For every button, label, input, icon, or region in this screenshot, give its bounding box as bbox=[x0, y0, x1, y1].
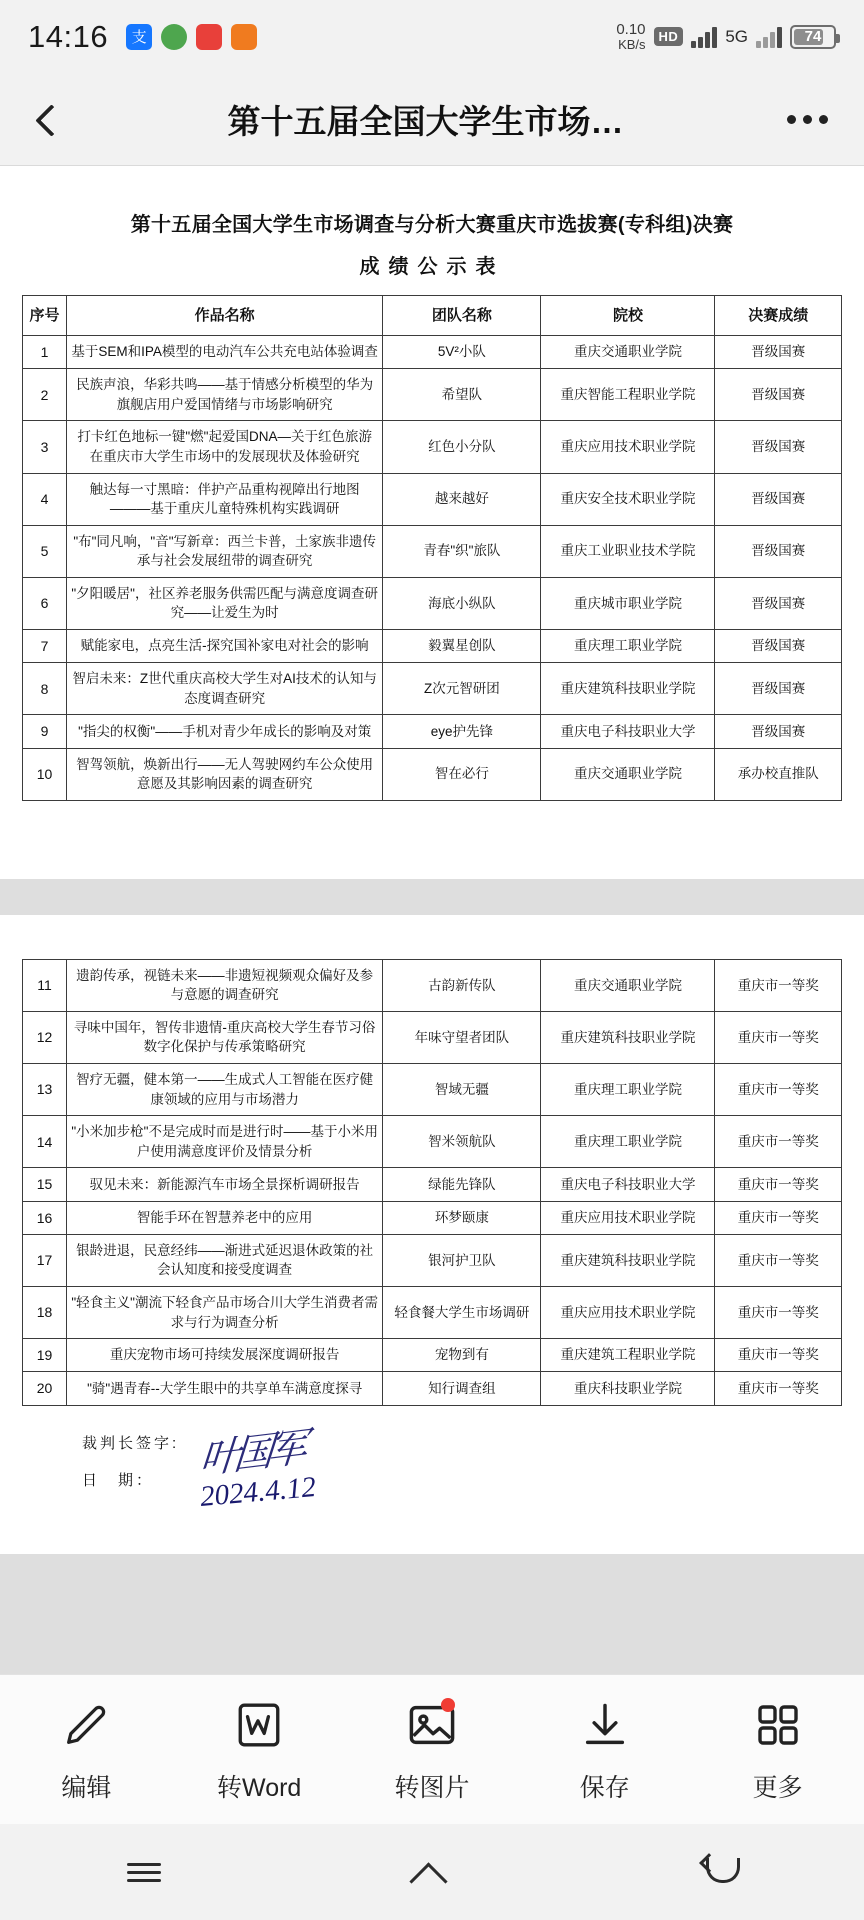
row-result: 晋级国赛 bbox=[715, 369, 842, 421]
handwritten-signature: 叶国军 bbox=[198, 1424, 304, 1483]
status-right-group bbox=[616, 22, 836, 51]
orange-app-icon bbox=[231, 24, 257, 50]
table-row bbox=[23, 1064, 842, 1116]
row-no: 16 bbox=[23, 1201, 67, 1234]
row-title: 基于SEM和IPA模型的电动汽车公共充电站体验调查 bbox=[67, 336, 383, 369]
row-no: 3 bbox=[23, 421, 67, 473]
row-school: 重庆理工职业学院 bbox=[541, 1064, 715, 1116]
row-title: 智疗无疆，健本第一——生成式人工智能在医疗健康领域的应用与市场潜力 bbox=[67, 1064, 383, 1116]
table-header-row bbox=[23, 296, 842, 336]
row-result: 晋级国赛 bbox=[715, 715, 842, 748]
row-no: 14 bbox=[23, 1116, 67, 1168]
row-school: 重庆交通职业学院 bbox=[541, 959, 715, 1011]
row-no: 7 bbox=[23, 629, 67, 662]
row-school: 重庆建筑科技职业学院 bbox=[541, 1234, 715, 1286]
row-no: 11 bbox=[23, 959, 67, 1011]
row-result: 承办校直推队 bbox=[715, 748, 842, 800]
row-result: 重庆市一等奖 bbox=[715, 1011, 842, 1063]
row-title: 驭见未来：新能源汽车市场全景探析调研报告 bbox=[67, 1168, 383, 1201]
edit-label: 编辑 bbox=[61, 1773, 112, 1802]
download-icon bbox=[576, 1696, 634, 1754]
table-row bbox=[23, 525, 842, 577]
row-no: 8 bbox=[23, 663, 67, 715]
row-title: 寻味中国年，智传非遗情-重庆高校大学生春节习俗数字化保护与传承策略研究 bbox=[67, 1011, 383, 1063]
table-row bbox=[23, 336, 842, 369]
home-button[interactable] bbox=[372, 1857, 492, 1887]
row-result: 晋级国赛 bbox=[715, 629, 842, 662]
network-speed bbox=[616, 22, 645, 51]
to-word-button[interactable] bbox=[184, 1696, 334, 1804]
row-school: 重庆应用技术职业学院 bbox=[541, 1286, 715, 1338]
status-clock: 14:16 bbox=[28, 19, 109, 54]
table-row bbox=[23, 715, 842, 748]
row-team: 绿能先锋队 bbox=[383, 1168, 541, 1201]
row-school: 重庆建筑科技职业学院 bbox=[541, 1011, 715, 1063]
table-row bbox=[23, 1168, 842, 1201]
image-icon bbox=[403, 1696, 461, 1754]
row-title: "布"同凡响，"音"写新章：西兰卡普，土家族非遗传承与社会发展纽带的调查研究 bbox=[67, 525, 383, 577]
results-table-page-1 bbox=[22, 295, 842, 801]
to-image-button[interactable] bbox=[357, 1696, 507, 1804]
row-result: 晋级国赛 bbox=[715, 473, 842, 525]
row-title: 民族声浪，华彩共鸣——基于情感分析模型的华为旗舰店用户爱国情绪与市场影响研究 bbox=[67, 369, 383, 421]
alipay-icon: 支 bbox=[126, 24, 152, 50]
row-school: 重庆科技职业学院 bbox=[541, 1372, 715, 1405]
table-row bbox=[23, 748, 842, 800]
network-speed-value: 0.10 bbox=[616, 21, 646, 39]
row-no: 10 bbox=[23, 748, 67, 800]
col-header-title: 作品名称 bbox=[67, 296, 383, 336]
row-result: 重庆市一等奖 bbox=[715, 1168, 842, 1201]
document-page-1 bbox=[0, 166, 864, 879]
table-row bbox=[23, 1116, 842, 1168]
row-school: 重庆交通职业学院 bbox=[541, 336, 715, 369]
more-tools-button[interactable] bbox=[703, 1696, 853, 1804]
table-row bbox=[23, 577, 842, 629]
row-team: 毅翼星创队 bbox=[383, 629, 541, 662]
table-row bbox=[23, 1339, 842, 1372]
row-team: 智米领航队 bbox=[383, 1116, 541, 1168]
row-title: 银龄进退，民意经纬——渐进式延迟退休政策的社会认知度和接受度调查 bbox=[67, 1234, 383, 1286]
row-result: 晋级国赛 bbox=[715, 336, 842, 369]
system-nav-bar bbox=[0, 1824, 864, 1920]
row-title: "夕阳暖居"，社区养老服务供需匹配与满意度调查研究——让爱生为时 bbox=[67, 577, 383, 629]
network-type-label: 5G bbox=[725, 26, 748, 46]
recents-button[interactable] bbox=[84, 1858, 204, 1887]
row-no: 12 bbox=[23, 1011, 67, 1063]
row-team: 环梦颐康 bbox=[383, 1201, 541, 1234]
row-school: 重庆交通职业学院 bbox=[541, 748, 715, 800]
row-school: 重庆应用技术职业学院 bbox=[541, 421, 715, 473]
hd-icon: HD bbox=[654, 27, 684, 46]
signal-bars-1-icon bbox=[691, 26, 717, 48]
row-result: 重庆市一等奖 bbox=[715, 959, 842, 1011]
table-row bbox=[23, 1286, 842, 1338]
signature-area bbox=[22, 1424, 842, 1544]
document-heading: 第十五届全国大学生市场调查与分析大赛重庆市选拔赛(专科组)决赛 bbox=[130, 214, 734, 236]
table-row bbox=[23, 1234, 842, 1286]
xiaohongshu-icon bbox=[196, 24, 222, 50]
document-viewer[interactable] bbox=[0, 166, 864, 1674]
table-row bbox=[23, 473, 842, 525]
row-result: 晋级国赛 bbox=[715, 421, 842, 473]
col-header-no: 序号 bbox=[23, 296, 67, 336]
row-title: 遗韵传承，视链未来——非遗短视频观众偏好及参与意愿的调查研究 bbox=[67, 959, 383, 1011]
row-no: 6 bbox=[23, 577, 67, 629]
table-row bbox=[23, 1372, 842, 1405]
row-team: 红色小分队 bbox=[383, 421, 541, 473]
row-team: 5V²小队 bbox=[383, 336, 541, 369]
row-no: 13 bbox=[23, 1064, 67, 1116]
document-subheading: 成绩公示表 bbox=[359, 256, 505, 278]
row-team: eye护先锋 bbox=[383, 715, 541, 748]
row-title: "小米加步枪"不是完成时而是进行时——基于小米用户使用满意度评价及情景分析 bbox=[67, 1116, 383, 1168]
network-speed-unit: KB/s bbox=[618, 37, 646, 53]
document-page-2 bbox=[0, 915, 864, 1554]
table-row bbox=[23, 1201, 842, 1234]
row-school: 重庆建筑工程职业学院 bbox=[541, 1339, 715, 1372]
table-row bbox=[23, 1011, 842, 1063]
row-result: 晋级国赛 bbox=[715, 663, 842, 715]
table-row bbox=[23, 629, 842, 662]
row-no: 4 bbox=[23, 473, 67, 525]
table-row bbox=[23, 421, 842, 473]
row-team: 知行调查组 bbox=[383, 1372, 541, 1405]
row-result: 重庆市一等奖 bbox=[715, 1201, 842, 1234]
home-icon bbox=[415, 1857, 449, 1887]
row-result: 重庆市一等奖 bbox=[715, 1339, 842, 1372]
back-arrow-icon[interactable] bbox=[30, 103, 64, 137]
back-icon bbox=[702, 1856, 738, 1888]
row-no: 5 bbox=[23, 525, 67, 577]
row-no: 15 bbox=[23, 1168, 67, 1201]
col-header-school: 院校 bbox=[541, 296, 715, 336]
row-no: 9 bbox=[23, 715, 67, 748]
row-school: 重庆智能工程职业学院 bbox=[541, 369, 715, 421]
row-no: 20 bbox=[23, 1372, 67, 1405]
row-team: 青春"织"旅队 bbox=[383, 525, 541, 577]
notification-badge bbox=[441, 1698, 455, 1712]
row-no: 18 bbox=[23, 1286, 67, 1338]
save-label: 保存 bbox=[579, 1773, 630, 1802]
table-row bbox=[23, 959, 842, 1011]
row-title: 智驾领航，焕新出行——无人驾驶网约车公众使用意愿及其影响因素的调查研究 bbox=[67, 748, 383, 800]
battery-percent: 74 bbox=[804, 28, 822, 46]
row-title: 重庆宠物市场可持续发展深度调研报告 bbox=[67, 1339, 383, 1372]
row-school: 重庆理工职业学院 bbox=[541, 629, 715, 662]
save-button[interactable] bbox=[530, 1696, 680, 1804]
row-team: 智域无疆 bbox=[383, 1064, 541, 1116]
bottom-toolbar bbox=[0, 1674, 864, 1824]
row-title: 触达每一寸黑暗：伴护产品重构视障出行地图———基于重庆儿童特殊机构实践调研 bbox=[67, 473, 383, 525]
signal-bars-2-icon bbox=[756, 26, 782, 48]
to-image-label: 转图片 bbox=[394, 1773, 470, 1802]
row-no: 17 bbox=[23, 1234, 67, 1286]
battery-icon bbox=[790, 25, 836, 49]
row-school: 重庆工业职业技术学院 bbox=[541, 525, 715, 577]
row-team: 希望队 bbox=[383, 369, 541, 421]
system-back-button[interactable] bbox=[660, 1856, 780, 1888]
row-team: 越来越好 bbox=[383, 473, 541, 525]
row-school: 重庆电子科技职业大学 bbox=[541, 1168, 715, 1201]
row-team: 海底小纵队 bbox=[383, 577, 541, 629]
row-school: 重庆电子科技职业大学 bbox=[541, 715, 715, 748]
grid-icon bbox=[749, 1696, 807, 1754]
pencil-icon bbox=[57, 1696, 115, 1754]
app-title-bar bbox=[0, 74, 864, 166]
wechat-icon bbox=[161, 24, 187, 50]
row-school: 重庆理工职业学院 bbox=[541, 1116, 715, 1168]
row-team: 智在必行 bbox=[383, 748, 541, 800]
row-title: "轻食主义"潮流下轻食产品市场合川大学生消费者需求与行为调查分析 bbox=[67, 1286, 383, 1338]
page-separator bbox=[0, 879, 864, 915]
more-label: 更多 bbox=[752, 1773, 803, 1802]
row-result: 重庆市一等奖 bbox=[715, 1286, 842, 1338]
row-title: "骑"遇青春--大学生眼中的共享单车满意度探寻 bbox=[67, 1372, 383, 1405]
word-icon bbox=[230, 1696, 288, 1754]
to-word-label: 转Word bbox=[217, 1773, 302, 1802]
col-header-team: 团队名称 bbox=[383, 296, 541, 336]
page-title: 第十五届全国大学生市场… bbox=[227, 103, 624, 140]
row-title: 智能手环在智慧养老中的应用 bbox=[67, 1201, 383, 1234]
row-team: 轻食餐大学生市场调研 bbox=[383, 1286, 541, 1338]
date-label: 日 期： bbox=[82, 1471, 155, 1489]
results-table-page-2 bbox=[22, 959, 842, 1406]
table-row bbox=[23, 663, 842, 715]
row-school: 重庆应用技术职业学院 bbox=[541, 1201, 715, 1234]
row-no: 2 bbox=[23, 369, 67, 421]
row-no: 1 bbox=[23, 336, 67, 369]
row-team: Z次元智研团 bbox=[383, 663, 541, 715]
row-team: 古韵新传队 bbox=[383, 959, 541, 1011]
handwritten-date: 2024.4.12 bbox=[198, 1470, 318, 1513]
row-result: 重庆市一等奖 bbox=[715, 1064, 842, 1116]
row-school: 重庆城市职业学院 bbox=[541, 577, 715, 629]
row-title: 打卡红色地标一键"燃"起爱国DNA—关于红色旅游在重庆市大学生市场中的发展现状及体验研究 bbox=[67, 421, 383, 473]
col-header-result: 决赛成绩 bbox=[715, 296, 842, 336]
row-school: 重庆安全技术职业学院 bbox=[541, 473, 715, 525]
row-title: 赋能家电，点亮生活-探究国补家电对社会的影响 bbox=[67, 629, 383, 662]
row-result: 重庆市一等奖 bbox=[715, 1116, 842, 1168]
status-app-icons bbox=[126, 24, 257, 50]
signature-label: 裁判长签字: bbox=[82, 1434, 180, 1452]
row-team: 宠物到有 bbox=[383, 1339, 541, 1372]
table-row bbox=[23, 369, 842, 421]
more-options-icon[interactable] bbox=[787, 115, 834, 124]
row-result: 晋级国赛 bbox=[715, 577, 842, 629]
row-team: 银河护卫队 bbox=[383, 1234, 541, 1286]
row-title: "指尖的权衡"——手机对青少年成长的影响及对策 bbox=[67, 715, 383, 748]
row-title: 智启未来：Z世代重庆高校大学生对AI技术的认知与态度调查研究 bbox=[67, 663, 383, 715]
row-result: 重庆市一等奖 bbox=[715, 1372, 842, 1405]
row-result: 晋级国赛 bbox=[715, 525, 842, 577]
row-school: 重庆建筑科技职业学院 bbox=[541, 663, 715, 715]
row-no: 19 bbox=[23, 1339, 67, 1372]
status-bar bbox=[0, 0, 864, 74]
row-result: 重庆市一等奖 bbox=[715, 1234, 842, 1286]
row-team: 年味守望者团队 bbox=[383, 1011, 541, 1063]
edit-button[interactable] bbox=[11, 1696, 161, 1804]
